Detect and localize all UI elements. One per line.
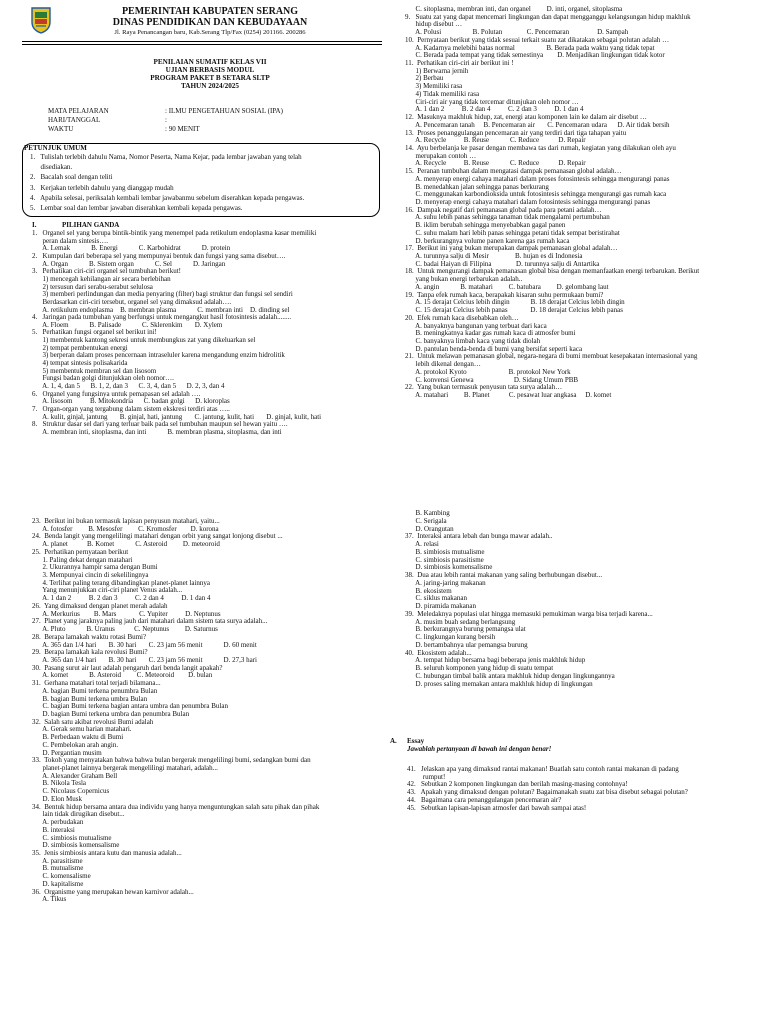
text-line: C. bagian Bumi terkena bagian antara umbra dan penumbra Bulan bbox=[32, 702, 228, 711]
text-line: 12. Masuknya makhluk hidup, zat, energi atau komponen lain ke dalam air disebut … bbox=[405, 113, 647, 122]
text-line: 2) tempat pembentukan energi bbox=[32, 343, 128, 352]
text-line: A. angin B. matahari C. batubara D. gelombang laut bbox=[405, 282, 609, 291]
text-line: C. konvensi Genewa D. Sidang Umum PBB bbox=[405, 375, 579, 384]
text-line: 23. Berikut ini bukan termasuk lapisan penyusun matahari, yaitu... bbox=[32, 517, 220, 525]
text-line: 25. Perhatikan pernyataan berikut bbox=[32, 547, 129, 556]
text-line: C. sitoplasma, membran inti, dan organel D. inti, organel, sitoplasma bbox=[405, 5, 623, 13]
text-line: A. 1 dan 2 B. 2 dan 3 C. 2 dan 4 D. 1 dan 4 bbox=[32, 594, 211, 603]
text-line: 26. Yang dimaksud dengan planet merah adalah bbox=[32, 601, 168, 610]
text-line: C. Berada pada tempat yang tidak semestinya D. Menjadikan lingkungan tidak kotor bbox=[405, 51, 665, 60]
exam-title-4: TAHUN 2024/2025 bbox=[181, 82, 239, 90]
text-line: A. 365 dan 1/4 hari B. 30 hari C. 23 jam 56 menit D. 27,3 hari bbox=[32, 655, 257, 664]
text-line: B. berkurangnya burung pemangsa ulat bbox=[405, 625, 526, 634]
text-line: D. berkurangnya volume panen karena gas rumah kaca bbox=[405, 236, 570, 245]
text-line: 4. Jaringan pada tumbuhan yang berfungsi untuk mengangkut hasil fotosintesis adalah........ bbox=[32, 313, 292, 322]
text-line: D. Orangutan bbox=[405, 524, 454, 533]
text-line: B. iklim berubah sehingga menyebabkan gagal panen bbox=[405, 221, 566, 230]
text-line: A. lisosom B. Mitokondria C. badan golgi D. kloroplas bbox=[32, 397, 230, 406]
essay-number: A. bbox=[390, 737, 397, 745]
text-line: 29. Berapa lamakah kala revolusi Bumi? bbox=[32, 648, 148, 657]
text-line: 43. Apakah yang dimaksud dengan polutan? Bagaimanakah suatu zat bisa disebut sebagai polutan? bbox=[407, 788, 688, 797]
text-line: B. meningkatnya kadar gas rumah kaca di atmosfer bumi bbox=[405, 329, 576, 338]
text-line: disediakan. bbox=[30, 163, 73, 172]
text-line: A. Polusi B. Polutan C. Pencemaran D. Sampah bbox=[405, 28, 629, 37]
essay-title: Essay bbox=[407, 737, 425, 745]
text-line: 20. Efek rumah kaca disebabkan oleh… bbox=[405, 313, 519, 322]
text-line: 9. Suatu zat yang dapat mencemari lingkungan dan dapat mengganggu kelangsungan hidup makhluk bbox=[405, 12, 691, 21]
header-government: PEMERINTAH KABUPATEN SERANG bbox=[121, 6, 299, 17]
text-line: 4. Apabila selesai, periksalah kembali lembar jawabanmu sebelum diserahkan kepada pengawas. bbox=[30, 193, 305, 202]
text-line: B. bagian Bumi terkena umbra Bulan bbox=[32, 694, 148, 703]
text-line: 2. Kumpulan dari beberapa sel yang mempunyai bentuk dan fungsi yang sama disebut…. bbox=[32, 251, 286, 260]
header-rule-thin bbox=[22, 44, 382, 45]
text-line: 35. Jenis simbiosis antara kutu dan manusia adalah... bbox=[32, 848, 182, 857]
text-line: D. pantulan benda-benda di bumi yang bersifat seperti kaca bbox=[405, 344, 583, 353]
text-line: C. menggunakan karbondioksida untuk fotosintesis sehingga mengurangi gas rumah kaca bbox=[405, 190, 667, 199]
text-line: A. 15 derajat Celcius lebih dingin B. 18 derajat Celcius lebih dingin bbox=[405, 298, 625, 307]
text-line: 41. Jelaskan apa yang dimaksud rantai makanan! Buatlah satu contoh rantai makanan di padang bbox=[407, 765, 679, 773]
text-line: 13. Proses penanggulangan pencemaran air yang terdiri dari tiga tahapan yaitu bbox=[405, 128, 627, 137]
text-line: 24. Benda langit yang mengelilingi matahari dengan orbit yang sangat lonjong disebut ... bbox=[32, 532, 283, 541]
text-line: C. hubungan timbal balik antara makhluk hidup dengan lingkungannya bbox=[405, 671, 615, 680]
text-line: A. Pencemaran tanah B. Pencemaran air C. Pencemaran udara D. Air tidak bersih bbox=[405, 120, 670, 129]
text-line: A. relasi bbox=[405, 540, 439, 548]
text-line: A. 1, 4, dan 5 B. 1, 2, dan 3 C. 3, 4, dan 5 D. 2, 3, dan 4 bbox=[32, 382, 225, 390]
exam-title-2: UJIAN BERBASIS MODUL bbox=[165, 66, 255, 74]
text-line: 5. Lembar soal dan lembar jawaban diserahkan kembali kepada pengawas. bbox=[30, 204, 243, 212]
text-line: D. menyerap energi cahaya matahari dalam fotosintesis sehingga mengurangi panas bbox=[405, 198, 651, 206]
text-line: C. Pembelokan arah angin. bbox=[32, 740, 119, 749]
text-line: C. banyaknya limbah kaca yang tidak diolah bbox=[405, 336, 541, 345]
text-line: 1) Berwarna jernih bbox=[405, 66, 469, 75]
text-line: B. Kambing bbox=[405, 509, 450, 517]
text-line: A. protokol Kyoto B. protokol New York bbox=[405, 367, 571, 376]
text-line: A. menyerap energi cahaya matahari dalam proses fotosintesis sehingga mengurangi panas bbox=[405, 174, 670, 183]
text-line: D. simbiosis komensalisme bbox=[405, 563, 493, 572]
section-title: PILIHAN GANDA bbox=[62, 221, 120, 229]
text-line: A. Kadarnya melebihi batas normal B. Berada pada waktu yang tidak tepat bbox=[405, 43, 655, 52]
text-line: A. Pluto B. Uranus C. Neptunus D. Saturnus bbox=[32, 625, 218, 634]
text-line: A. parasitisme bbox=[32, 856, 83, 865]
text-line: B. menedahkan jalan sehingga panas berkurang bbox=[405, 182, 549, 191]
text-line: 2. Ukurannya hampir sama dengan Bumi bbox=[32, 563, 158, 572]
text-line: A. turunnya salju di Mesir B. hujan es di Indonesia bbox=[405, 252, 583, 261]
text-line: Fungsi badan golgi ditunjukkan oleh nomor…. bbox=[32, 374, 174, 383]
text-line: 5) membentuk membran sel dan lisosom bbox=[32, 366, 157, 375]
text-line: 36. Organisme yang merupakan hewan karnivor adalah... bbox=[32, 887, 194, 896]
text-line: D. piramida makanan bbox=[405, 602, 476, 610]
text-line: 27. Planet yang jaraknya paling jauh dari matahari dalam sistem tata surya adalah... bbox=[32, 617, 268, 626]
text-line: 3) berperan dalam proses pencernaan intraseluler karena mengandung enzim hidrolitik bbox=[32, 351, 285, 360]
text-line: C. siklus makanan bbox=[405, 594, 468, 603]
text-line: Yang menunjukkan ciri-ciri planet Venus adalah... bbox=[32, 586, 183, 595]
text-line: A. banyaknya bangunan yang terbuat dari kaca bbox=[405, 321, 547, 330]
text-line: 3. Kerjakan terlebih dahulu yang dianggap mudah bbox=[30, 183, 174, 192]
text-line: B. interaksi bbox=[32, 825, 75, 834]
text-line: B. ekosistem bbox=[405, 586, 452, 595]
text-line: A. fotosfer B. Mesosfer C. Kromosfer D. korona bbox=[32, 524, 219, 533]
text-line: 22. Yang bukan termasuk penyusun tata surya adalah… bbox=[405, 383, 563, 392]
text-line: A. suhu lebih panas sehingga tanaman tidak mengalami pertumbuhan bbox=[405, 213, 610, 222]
text-line: merupakan contoh … bbox=[405, 151, 477, 160]
text-line: 3. Mempunyai cincin di sekelilingnya bbox=[32, 571, 149, 580]
text-line: C. 15 derajat Celcius lebih panas D. 18 derajat Celcius lebih panas bbox=[405, 306, 623, 315]
header-department: DINAS PENDIDIKAN DAN KEBUDAYAAN bbox=[112, 17, 308, 28]
text-line: C. lingkungan kurang bersih bbox=[405, 633, 496, 641]
instructions-title: PETUNJUK UMUM bbox=[24, 144, 87, 152]
text-line: B. simbiosis mutualisme bbox=[405, 547, 485, 556]
text-line: 28. Berapa lamakah waktu rotasi Bumi? bbox=[32, 632, 147, 641]
text-line: C. suhu malam hari lebih panas sehingga petani tidak sempat beristirahat bbox=[405, 228, 620, 237]
text-line: A. perbudakan bbox=[32, 818, 84, 827]
text-line: 4) Tidak memiliki rasa bbox=[405, 89, 480, 98]
text-line: C. Serigala bbox=[405, 516, 447, 525]
text-line: A. Recycle B. Reuse C. Reduce D. Repair bbox=[405, 136, 586, 145]
text-line: A. planet B. Komet C. Asteroid D. meteoroid bbox=[32, 540, 220, 549]
text-line: C. Nicolaus Copernicus bbox=[32, 787, 110, 796]
text-line: 1. Paling dekat dengan matahari bbox=[32, 555, 133, 564]
text-line: A. Gerak semu harian matahari. bbox=[32, 725, 132, 734]
date-value: : bbox=[165, 116, 167, 124]
text-line: 10. Pernyataan berikut yang tidak sesuai terkait suatu zat dikatakan sebagai polutan adalah … bbox=[405, 35, 670, 44]
text-line: A. retikulum endoplasma B. membran plasma C. membran inti D. dinding sel bbox=[32, 305, 290, 314]
text-line: 14. Ayu berbelanja ke pasar dengan membawa tas dari rumah, kegiatan yang dilakukan oleh ayu bbox=[405, 143, 676, 152]
text-line: 1) mencegah kehilangan air secara berlebihan bbox=[32, 274, 171, 283]
text-line: 16. Dampak negatif dari pemanasan global pada para petani adalah… bbox=[405, 205, 602, 214]
text-line: 19. Tanpa efek rumah kaca, berapakah kisaran suhu permukaan bumi? bbox=[405, 290, 604, 299]
text-line: C. simbiosis parasitisme bbox=[405, 555, 484, 564]
text-line: A. bagian Bumi terkena penumbra Bulan bbox=[32, 686, 158, 695]
text-line: A. Floem B. Palisade C. Sklerenkim D. Xylem bbox=[32, 320, 223, 329]
text-line: 32. Salah satu akibat revolusi Bumi adalah bbox=[32, 717, 154, 726]
text-line: Ciri-ciri air yang tidak tercemar ditunjukan oleh nomor … bbox=[405, 97, 579, 106]
text-line: 1. Tulislah terlebih dahulu Nama, Nomor Peserta, Nama Kejar, pada lembar jawaban yang telah bbox=[30, 153, 302, 161]
text-line: C. komensalisme bbox=[32, 872, 91, 881]
text-line: 8. Struktur dasar sel dari yang terluar baik pada sel tumbuhan maupun sel hewan yaitu …. bbox=[32, 420, 288, 429]
text-line: 6. Organel yang fungsinya untuk pemapasan sel adalah …. bbox=[32, 389, 201, 398]
header-address: Jl. Raya Penancangan baru, Kab.Serang Tlp/Fax (0254) 201166. 200286 bbox=[114, 29, 306, 36]
subject-label: MATA PELAJARAN bbox=[48, 107, 109, 115]
text-line: 45. Sebutkan lapisan-lapisan atmosfer dari bawah sampai atas! bbox=[407, 803, 587, 812]
time-label: WAKTU bbox=[48, 125, 74, 133]
subject-value: : ILMU PENGETAHUAN SOSIAL (IPA) bbox=[165, 107, 283, 115]
text-line: B. mutualisme bbox=[32, 864, 84, 873]
text-line: B. Perbedaan waktu di Bumi bbox=[32, 733, 124, 742]
text-line: 3. Perhatikan ciri-ciri organel sel tumbuhan berikut! bbox=[32, 267, 181, 276]
text-line: C. simbiosis mutualisme bbox=[32, 833, 112, 842]
text-line: 21. Untuk melawan pemanasan global, negara-negara di bumi membuat kesepakatan internasional yang bbox=[405, 352, 698, 361]
text-line: 42. Sebutkan 2 komponen lingkungan dan berilah masing-masing contohnya! bbox=[407, 780, 628, 789]
text-line: B. seluruh komponen yang hidup di suatu tempat bbox=[405, 664, 554, 672]
text-line: 15. Peranan tumbuhan dalam mengatasi dampak pemanasan global adalah… bbox=[405, 167, 622, 176]
text-line: B. Nikola Tesla bbox=[32, 779, 87, 788]
text-line: 37. Interaksi antara lebah dan bunga mawar adalah.. bbox=[405, 532, 553, 541]
text-line: A. Organ B. Sistem organ C. Sel D. Jaringan bbox=[32, 259, 226, 268]
text-line: yang bukan energi terbarukan adalah.. bbox=[405, 275, 523, 284]
text-line: A. 365 dan 1/4 hari B. 30 hari C. 23 jam 56 menit D. 60 menit bbox=[32, 640, 257, 649]
text-line: 11. Perhatikan ciri-ciri air berikut ini ! bbox=[405, 59, 514, 68]
text-line: A. kulit, ginjal, jantung B. ginjal, hati, jantung C. jantung, kulit, hati D. ginjal, kulit, hati bbox=[32, 412, 322, 421]
text-line: 1) membentuk kantong sekresi untuk membungkus zat yang dikeluarkan sel bbox=[32, 336, 256, 345]
section-number: I. bbox=[32, 221, 37, 229]
text-line: planet-planet lainnya bergerak mengelilingi matahari, adalah... bbox=[32, 764, 218, 773]
text-line: 40. Ekosistem adalah... bbox=[405, 648, 472, 657]
text-line: rumput! bbox=[407, 772, 446, 781]
text-line: 4. Terlihat paling terang dibandingkan planet-planet lainnya bbox=[32, 578, 211, 587]
text-line: 2) tersusun dari serabu-serabut selulosa bbox=[32, 282, 153, 291]
text-line: 4) tempat sintesis polisakarida bbox=[32, 359, 128, 368]
text-line: lebih dikenal dengan… bbox=[405, 360, 481, 369]
text-line: 33. Tokoh yang menyatakan bahwa bahwa bulan bergerak mengelilingi bumi, sedangkan bumi dan bbox=[32, 756, 311, 765]
time-value: : 90 MENIT bbox=[165, 125, 200, 133]
text-line: D. simbiosis komensalisme bbox=[32, 841, 120, 850]
text-line: Berdasarkan ciri-ciri tersebut, organel sel yang dimaksud adalah…. bbox=[32, 297, 232, 306]
text-line: 18. Untuk mengurangi dampak pemanasan global bisa dengan memanfaatkan energi terbarukan. Berikut bbox=[405, 267, 700, 276]
text-line: 2) Berbau bbox=[405, 74, 444, 83]
text-line: 3) memberi perlindungan dan media penyaring (filter) bagi struktur dan fungsi sel sendiri bbox=[32, 290, 293, 299]
text-line: A. matahari B. Planet C. pesawat luar angkasa D. komet bbox=[405, 391, 612, 399]
header-rule-thick bbox=[22, 41, 382, 42]
text-line: A. tempat hidup bersama bagi beberapa jenis makhluk hidup bbox=[405, 656, 586, 665]
text-line: A. jaring-jaring makanan bbox=[405, 578, 486, 587]
essay-instruction: Jawablah pertanyaan di bawah ini dengan benar! bbox=[407, 745, 552, 753]
text-line: D. proses saling memakan antara makhluk hidup di lingkungan bbox=[405, 679, 593, 688]
text-line: A. Alexander Graham Bell bbox=[32, 771, 118, 780]
text-line: 1. Organel sel yang berupa bintik-bintik yang menempel pada retikulum endoplasma kasar memiliki bbox=[32, 229, 317, 237]
text-line: A. Recycle B. Reuse C. Reduce D. Repair bbox=[405, 159, 586, 168]
text-line: 38. Dua atau lebih rantai makanan yang saling berhubungan disebut... bbox=[405, 571, 603, 579]
text-line: 39. Meledaknya populasi ulat hingga memasuki pemukiman warga bisa terjadi karena... bbox=[405, 609, 653, 618]
text-line: lain tidak dirugikan disebut... bbox=[32, 810, 125, 819]
text-line: A. Tikus bbox=[32, 895, 67, 904]
text-line: A. musim buah sedang berlangsung bbox=[405, 617, 516, 626]
exam-title-1: PENILAIAN SUMATIF KELAS VII bbox=[153, 58, 267, 66]
text-line: A. 1 dan 2 B. 2 dan 4 C. 2 dan 3 D. 1 dan 4 bbox=[405, 105, 584, 114]
text-line: A. Merkurius B. Mars C. Yupiter D. Neptunus bbox=[32, 609, 221, 618]
text-line: C. badai Haiyan di Filipina D. turunnya salju di Antartika bbox=[405, 259, 600, 268]
text-line: 34. Bentuk hidup bersama antara dua individu yang hanya menguntungkan salah satu pihak dan pihak bbox=[32, 802, 320, 811]
date-label: HARI/TANGGAL bbox=[48, 116, 101, 124]
text-line: 2. Bacalah soal dengan teliti bbox=[30, 173, 113, 182]
text-line: 7. Organ-organ yang tergabung dalam sistem ekskresi terdiri atas ….. bbox=[32, 404, 230, 413]
text-line: D. Elon Musk bbox=[32, 794, 82, 803]
text-line: A. Lemak B. Energi C. Karbohidrat D. protein bbox=[32, 244, 231, 253]
text-line: hidup disebut … bbox=[405, 20, 463, 29]
exam-title-3: PROGRAM PAKET B SETARA SLTP bbox=[150, 74, 270, 82]
text-line: 3) Memiliki rasa bbox=[405, 82, 463, 91]
text-line: D. kapitalisme bbox=[32, 879, 84, 888]
text-line: peran dalam sintesis…. bbox=[32, 236, 109, 245]
text-line: A. komet B. Asteroid C. Meteoroid D. bulan bbox=[32, 671, 213, 680]
text-line: D. bertambahnya ular pemangsa burung bbox=[405, 640, 528, 649]
text-line: 30. Pasang surut air laut adalah pengaruh dari benda langit apakah? bbox=[32, 663, 223, 672]
text-line: A. membran inti, sitoplasma, dan inti B. membran plasma, sitoplasma, dan inti bbox=[32, 427, 282, 436]
text-line: D. Pergantian musim bbox=[32, 748, 102, 757]
text-line: 44. Bagaimana cara penanggulangan pencemaran air? bbox=[407, 795, 562, 804]
text-line: D. bagian Bumi terkena umbra dan penumbra Bulan bbox=[32, 710, 190, 718]
text-line: 5. Perhatikan fungsi organel sel berikut ini! bbox=[32, 328, 157, 337]
text-line: 31. Gerhana matahari total terjadi bilamana... bbox=[32, 679, 161, 688]
text-line: 17. Berikut ini yang bukan merupakan dampak pemanasan global adalah… bbox=[405, 244, 618, 253]
